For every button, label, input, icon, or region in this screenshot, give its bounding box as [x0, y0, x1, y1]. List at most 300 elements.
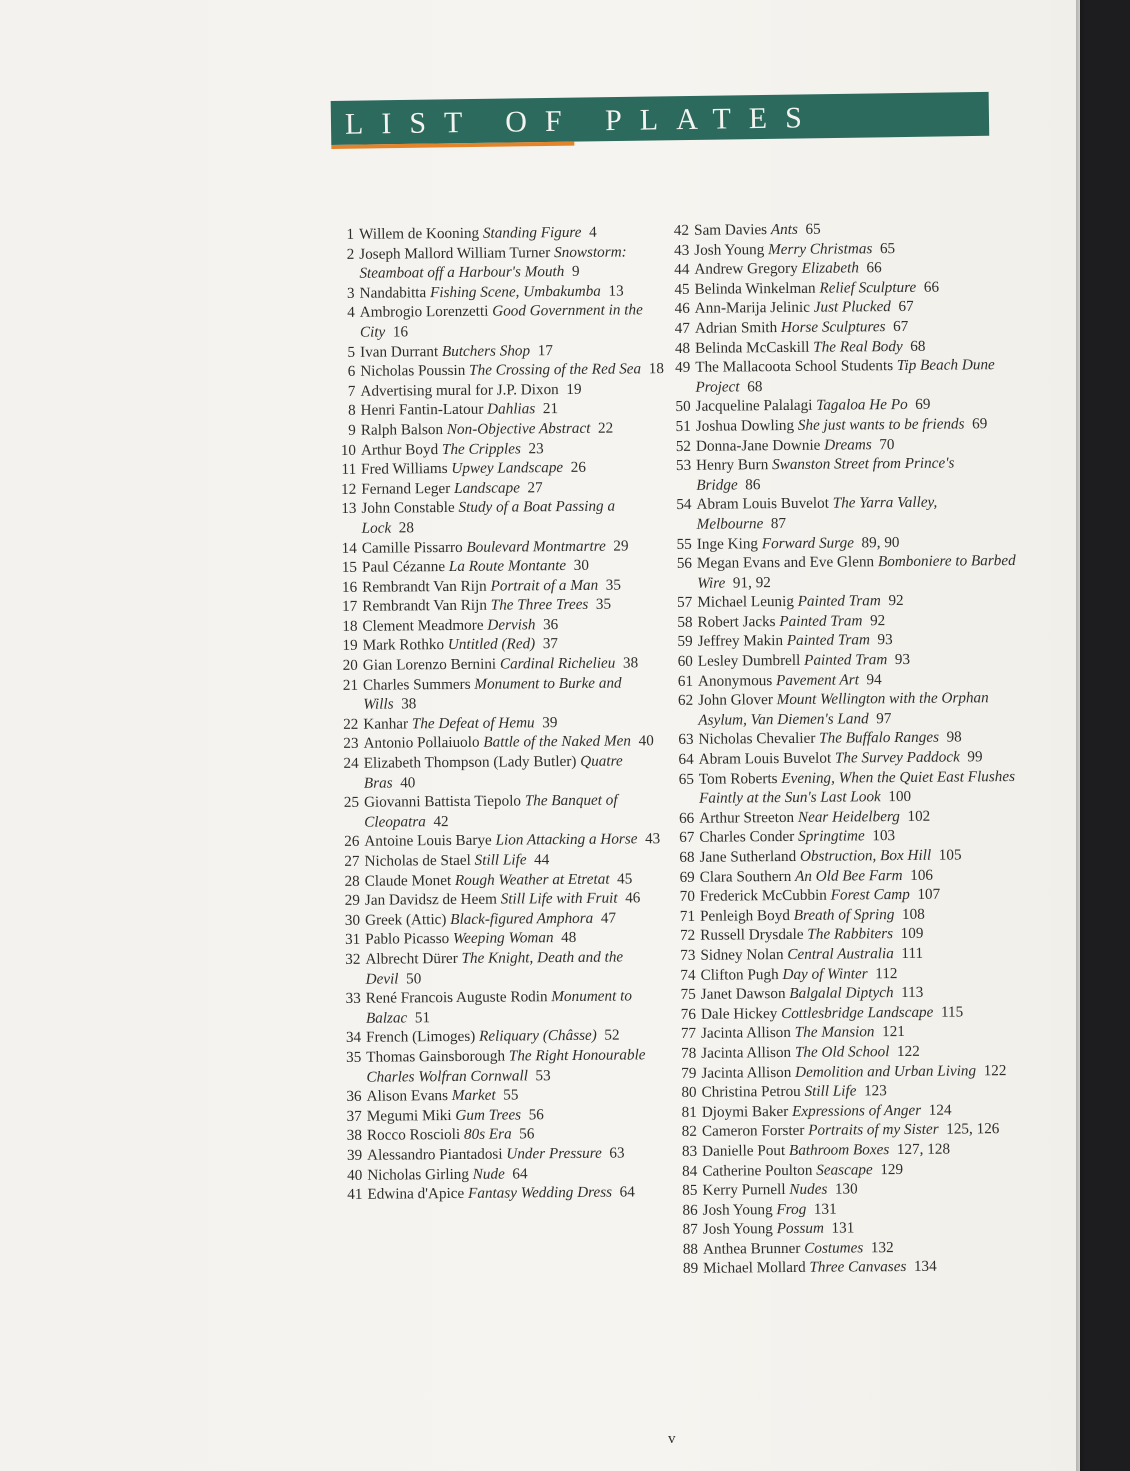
plate-number: 53 — [675, 456, 692, 475]
plate-page-number: 40 — [400, 773, 416, 792]
plate-title: Butchers Shop — [441, 341, 531, 360]
plate-number: 12 — [341, 480, 357, 498]
plate-entry — [670, 453, 1015, 495]
plate-number: 40 — [347, 1166, 363, 1184]
plate-title: Weeping Woman — [452, 929, 554, 948]
plate-artist: Ralph Balson — [360, 420, 444, 439]
plate-page-number: 45 — [617, 870, 633, 888]
plate-number: 15 — [341, 558, 358, 577]
plate-number: 70 — [679, 887, 695, 906]
plate-number: 87 — [682, 1221, 698, 1239]
plate-page-number: 63 — [609, 1144, 625, 1162]
plate-page-number: 129 — [880, 1160, 904, 1178]
plate-artist: Danielle Pout — [702, 1141, 786, 1160]
plate-artist: Claude Monet — [364, 871, 452, 890]
plate-title: Study of a Boat Passing a Lock — [361, 497, 616, 537]
plate-page-number: 35 — [595, 595, 612, 614]
plate-page-number: 67 — [898, 298, 914, 316]
plate-number: 85 — [682, 1181, 698, 1200]
plate-artist: Rembrandt Van Rijn — [362, 596, 487, 616]
plate-entry — [338, 790, 668, 832]
plate-artist: Paul Cézanne — [361, 558, 446, 576]
plate-title: Horse Sculptures — [780, 318, 886, 336]
plate-number: 10 — [340, 441, 357, 459]
plate-title: An Old Bee Farm — [794, 866, 903, 885]
plate-page-number: 40 — [638, 732, 654, 750]
plate-number: 16 — [341, 578, 358, 596]
plate-page-number: 108 — [901, 905, 925, 923]
plate-page-number: 134 — [913, 1258, 937, 1276]
plate-title: Tagaloa He Po — [816, 396, 908, 415]
plate-title: The Cripples — [441, 439, 521, 458]
plate-title: Elizabeth — [801, 259, 859, 278]
plate-artist: Michael Leunig — [697, 593, 794, 612]
plate-title: Mount Wellington with the Orphan Asylum, Van Diemen's Land — [698, 689, 989, 729]
plate-page-number: 56 — [519, 1125, 535, 1143]
plate-number: 7 — [347, 382, 356, 400]
plate-page-number: 89, 90 — [861, 533, 900, 551]
plate-artist: Nicholas de Stael — [364, 851, 471, 870]
plate-artist: Cameron Forster — [701, 1122, 805, 1141]
plate-title: Bathroom Boxes — [788, 1141, 890, 1159]
plate-number: 1 — [346, 225, 355, 243]
plate-artist: Arthur Boyd — [360, 440, 439, 459]
plate-title: Forest Camp — [830, 886, 910, 904]
plate-artist: Fernand Leger — [361, 479, 451, 498]
plate-page-number: 36 — [542, 615, 559, 634]
plate-artist: Elizabeth Thompson (Lady Butler) — [363, 752, 577, 772]
plate-page-number: 43 — [644, 830, 661, 848]
plate-artist: Abram Louis Buvelot — [696, 494, 829, 514]
plate-page-number: 28 — [398, 519, 415, 537]
plate-number: 4 — [347, 304, 355, 322]
plate-title: Still Life — [804, 1082, 857, 1100]
page-title: LIST OF PLATES — [344, 101, 821, 141]
plate-page-number: 19 — [566, 380, 582, 398]
plate-artist: John Constable — [361, 499, 455, 518]
page-edge-shadow — [1076, 0, 1086, 1471]
plate-number: 37 — [346, 1107, 362, 1125]
plate-title: Rough Weather at Etretat — [454, 870, 610, 889]
plate-page-number: 124 — [928, 1101, 952, 1119]
plate-title: The Rabbiters — [807, 925, 894, 944]
plate-page-number: 23 — [528, 439, 544, 457]
plate-page-number: 65 — [805, 220, 821, 238]
plate-number: 46 — [674, 300, 690, 318]
page-number: v — [668, 1431, 676, 1447]
plate-number: 44 — [674, 261, 690, 279]
plate-number: 65 — [678, 770, 694, 788]
plate-title: The Right Honourable Charles Wolfran Cornwall — [366, 1046, 646, 1086]
plate-artist: Belinda Winkelman — [694, 279, 816, 298]
plate-artist: Nicholas Girling — [367, 1165, 470, 1184]
plate-number: 63 — [678, 731, 694, 749]
plate-artist: Pablo Picasso — [365, 930, 450, 949]
plate-number: 33 — [345, 989, 361, 1008]
plate-title: Monument to Balzac — [365, 987, 633, 1027]
plate-number: 56 — [676, 554, 693, 573]
plate-page-number: 65 — [879, 239, 896, 257]
plate-artist: Camille Pissarro — [361, 538, 463, 557]
plate-page-number: 69 — [915, 396, 931, 414]
plate-artist: Clement Meadmore — [362, 616, 484, 635]
plate-page-number: 68 — [747, 377, 763, 396]
plate-page-number: 42 — [433, 812, 449, 830]
plate-title: Market — [451, 1086, 496, 1105]
plate-page-number: 111 — [901, 944, 924, 962]
plate-page-number: 16 — [392, 323, 409, 341]
plate-artist: Michael Mollard — [703, 1259, 806, 1278]
plate-page-number: 112 — [875, 964, 898, 982]
plate-number: 36 — [346, 1087, 362, 1106]
plate-page-number: 22 — [597, 419, 614, 437]
plate-page-number: 87 — [770, 514, 787, 533]
plate-number: 39 — [346, 1146, 363, 1164]
plate-title: Gum Trees — [455, 1106, 522, 1124]
plate-title: Black-figured Amphora — [450, 909, 594, 928]
plate-artist: Henri Fantin-Latour — [360, 401, 484, 420]
plate-title: Central Australia — [787, 945, 894, 963]
plate-number: 42 — [673, 221, 690, 239]
plate-artist: Ivan Durrant — [360, 342, 439, 361]
plate-number: 47 — [674, 319, 691, 337]
plate-number: 38 — [346, 1127, 363, 1145]
plate-number: 66 — [678, 809, 695, 827]
plate-title: Portrait of a Man — [490, 576, 599, 595]
plate-number: 6 — [347, 362, 356, 381]
plate-title: Fantasy Wedding Dress — [467, 1183, 613, 1202]
plate-artist: Sam Davies — [694, 221, 768, 239]
plate-artist: Tom Roberts — [698, 769, 778, 788]
plate-title: Reliquary (Châsse) — [479, 1027, 597, 1046]
plate-artist: Thomas Gainsborough — [366, 1047, 506, 1066]
plate-artist: Henry Burn — [696, 456, 769, 474]
plate-page-number: 121 — [881, 1023, 905, 1041]
title-banner — [331, 92, 990, 147]
plate-artist: Penleigh Boyd — [699, 906, 790, 925]
plate-title: Fishing Scene, Umbakumba — [429, 282, 601, 301]
plate-artist: Josh Young — [702, 1200, 773, 1219]
plate-page-number: 107 — [917, 885, 941, 904]
plate-number: 18 — [342, 617, 358, 635]
plate-number: 84 — [682, 1162, 698, 1180]
plate-artist: Gian Lorenzo Bernini — [362, 655, 497, 674]
plate-artist: Janet Dawson — [700, 985, 786, 1003]
plate-title: Portraits of my Sister — [808, 1120, 939, 1140]
plate-page-number: 92 — [888, 592, 904, 610]
plate-artist: Charles Conder — [699, 828, 795, 847]
plate-title: The Crossing of the Red Sea — [469, 360, 642, 379]
plate-page-number: 27 — [527, 478, 543, 497]
plate-number: 23 — [343, 735, 359, 753]
plate-title: Breath of Spring — [793, 905, 895, 924]
plate-title: Relief Sculpture — [819, 278, 917, 297]
plate-number: 49 — [675, 358, 691, 377]
plate-number: 67 — [679, 829, 695, 847]
plate-artist: Greek (Attic) — [364, 910, 447, 929]
plate-title: Day of Winter — [782, 964, 868, 983]
plate-artist: Sidney Nolan — [700, 945, 784, 964]
plate-entry — [677, 1256, 1022, 1279]
plate-entry — [335, 496, 665, 538]
plate-number: 30 — [344, 911, 361, 929]
plate-page-number: 18 — [648, 360, 664, 378]
plate-page-number: 122 — [983, 1061, 1007, 1079]
plate-title: Cardinal Richelieu — [499, 654, 616, 673]
plate-number: 77 — [680, 1025, 697, 1043]
plate-artist: Giovanni Battista Tiepolo — [363, 792, 522, 811]
plate-title: Ants — [770, 220, 798, 239]
plate-title: Painted Tram — [797, 592, 881, 611]
plate-number: 29 — [344, 891, 360, 910]
plate-page-number: 127, 128 — [896, 1140, 951, 1158]
plate-artist: Fred Williams — [361, 460, 448, 478]
plate-entry — [670, 492, 1015, 534]
plate-title: Cottlesbridge Landscape — [780, 1003, 934, 1022]
plate-title: The Old School — [794, 1043, 890, 1061]
plate-artist: Jeffrey Makin — [697, 632, 784, 651]
plate-artist: Adrian Smith — [694, 319, 778, 337]
plate-page-number: 94 — [866, 670, 882, 688]
plate-page-number: 26 — [570, 458, 586, 477]
plate-title: Still Life — [474, 851, 527, 869]
plate-title: Quatre Bras — [363, 752, 623, 792]
plate-page-number: 47 — [600, 909, 617, 927]
plate-page-number: 39 — [542, 713, 558, 732]
plate-artist: Clifton Pugh — [700, 965, 779, 984]
plate-artist: Frederick McCubbin — [699, 886, 827, 905]
plate-page-number: 99 — [967, 748, 983, 766]
plate-number: 52 — [675, 437, 692, 455]
plate-page-number: 69 — [972, 415, 988, 433]
plate-number: 27 — [344, 852, 360, 870]
plate-artist: Arthur Streeton — [699, 808, 795, 827]
plate-page-number: 122 — [896, 1042, 920, 1060]
plate-entry — [669, 355, 1014, 397]
plate-title: Costumes — [804, 1239, 864, 1257]
plate-page-number: 68 — [910, 337, 926, 355]
plate-artist: Jacinta Allison — [701, 1043, 792, 1062]
plate-page-number: 44 — [534, 851, 550, 869]
plate-number: 2 — [346, 245, 355, 263]
plate-number: 62 — [677, 692, 694, 710]
plate-number: 50 — [675, 398, 691, 416]
plate-artist: Edwina d'Apice — [367, 1184, 465, 1203]
plate-page-number: 109 — [900, 925, 924, 943]
plate-title: Painted Tram — [804, 651, 888, 669]
plate-page-number: 17 — [537, 341, 553, 359]
plate-page-number: 51 — [414, 1008, 431, 1027]
plate-artist: Christina Petrou — [701, 1083, 801, 1101]
plate-entry — [334, 300, 664, 342]
plate-page-number: 35 — [605, 576, 621, 594]
plate-title: The Knight, Death and the Devil — [365, 948, 624, 988]
plate-page-number: 48 — [561, 929, 577, 947]
plate-page-number: 98 — [946, 728, 962, 747]
plate-artist: Belinda McCaskill — [695, 338, 810, 357]
plate-number: 20 — [342, 656, 358, 674]
plate-page-number: 29 — [613, 536, 629, 555]
plate-number: 79 — [681, 1064, 697, 1082]
plate-entry — [673, 767, 1018, 809]
plate-artist: Clara Southern — [699, 867, 792, 886]
plate-page-number: 106 — [910, 866, 934, 884]
plate-artist: Willem de Kooning — [359, 224, 480, 243]
plate-title: The Real Body — [813, 337, 903, 356]
plate-title: Three Canvases — [809, 1258, 907, 1277]
plate-number: 81 — [681, 1103, 697, 1121]
plate-title: The Defeat of Hemu — [411, 714, 535, 733]
plate-title: Upwey Landscape — [451, 459, 564, 478]
plate-title: Expressions of Anger — [791, 1101, 922, 1120]
plate-artist: Megumi Miki — [366, 1106, 452, 1125]
plate-page-number: 132 — [870, 1238, 894, 1257]
plate-number: 14 — [341, 539, 357, 557]
plate-title: Snowstorm: Steamboat off a Harbour's Mouth — [359, 243, 627, 282]
plate-artist: Advertising mural for J.P. Dixon — [360, 380, 559, 400]
plate-page-number: 100 — [888, 788, 912, 806]
plate-title: Under Pressure — [506, 1144, 602, 1163]
plate-entry — [337, 673, 667, 715]
plate-number: 22 — [343, 715, 359, 733]
plate-title: Monument to Burke and Wills — [363, 674, 622, 714]
plate-number: 32 — [345, 950, 361, 968]
plate-number: 5 — [347, 343, 356, 361]
plate-page-number: 37 — [542, 635, 559, 653]
plate-number: 83 — [681, 1142, 698, 1160]
plate-artist: Andrew Gregory — [694, 260, 798, 278]
plate-number: 80 — [681, 1083, 697, 1102]
plate-artist: Rembrandt Van Rijn — [362, 577, 487, 596]
plate-title: The Yarra Valley, Melbourne — [696, 493, 938, 533]
plate-number: 74 — [680, 966, 696, 984]
plate-page-number: 55 — [503, 1086, 519, 1104]
plate-page-number: 105 — [938, 846, 962, 864]
plate-page-number: 64 — [512, 1164, 528, 1182]
plate-artist: Rocco Roscioli — [366, 1126, 461, 1145]
plate-number: 43 — [673, 241, 690, 259]
plate-title: Dreams — [824, 435, 872, 454]
plate-page-number: 52 — [604, 1026, 620, 1045]
plate-page-number: 113 — [901, 983, 924, 1002]
plate-number: 64 — [678, 750, 694, 768]
plate-title: Untitled (Red) — [447, 635, 536, 654]
plate-title: She just wants to be friends — [797, 415, 965, 434]
plate-artist: Megan Evans and Eve Glenn — [696, 553, 875, 572]
plate-page-number: 86 — [745, 475, 761, 494]
plate-number: 45 — [674, 280, 690, 298]
plate-page-number: 93 — [894, 650, 911, 669]
plate-title: Evening, When the Quiet East Flushes Faintly at the Sun's Last Look — [698, 767, 1016, 807]
plate-artist: Alessandro Piantadosi — [367, 1145, 503, 1164]
plate-number: 21 — [342, 676, 359, 694]
plate-title: Dervish — [487, 616, 536, 634]
plate-title: Painted Tram — [779, 612, 863, 630]
plate-title: The Buffalo Ranges — [819, 729, 940, 748]
plate-page-number: 131 — [831, 1219, 855, 1237]
plate-number: 61 — [677, 672, 694, 690]
plate-artist: Anonymous — [697, 671, 773, 690]
plate-artist: Alison Evans — [366, 1087, 449, 1105]
plate-page-number: 93 — [877, 631, 893, 649]
plates-column-left — [333, 222, 672, 1205]
plate-number: 34 — [345, 1029, 362, 1047]
plate-title: Battle of the Naked Men — [483, 732, 632, 752]
plate-page-number: 64 — [619, 1183, 635, 1201]
plate-artist: Jan Davidsz de Heem — [364, 890, 497, 909]
plate-artist: René Francois Auguste Rodin — [365, 988, 548, 1007]
plate-number: 8 — [347, 402, 356, 420]
plate-artist: John Glover — [698, 691, 773, 710]
plate-number: 51 — [675, 417, 691, 435]
plate-title: Near Heidelberg — [797, 807, 900, 826]
plate-page-number: 66 — [866, 259, 882, 277]
plate-number: 58 — [677, 613, 693, 631]
plate-number: 89 — [682, 1260, 699, 1278]
plate-number: 82 — [681, 1123, 698, 1141]
plate-title: 80s Era — [463, 1125, 512, 1144]
plate-number: 86 — [682, 1201, 698, 1219]
plate-artist: Nicholas Poussin — [360, 362, 466, 380]
plate-artist: Albrecht Dürer — [365, 949, 458, 968]
plate-artist: Josh Young — [702, 1220, 773, 1239]
plate-artist: Anthea Brunner — [702, 1239, 801, 1258]
plate-page-number: 56 — [528, 1105, 544, 1124]
plate-number: 60 — [677, 652, 693, 670]
plate-title: Nudes — [789, 1180, 828, 1199]
plate-title: Just Plucked — [813, 298, 891, 317]
plate-page-number: 67 — [892, 317, 909, 336]
plate-number: 17 — [342, 598, 358, 616]
plate-title: Standing Figure — [482, 223, 582, 242]
plate-artist: French (Limoges) — [366, 1028, 476, 1047]
plate-artist: Catherine Poulton — [702, 1161, 813, 1180]
plate-artist: Josh Young — [694, 240, 765, 259]
plate-title: Demolition and Urban Living — [795, 1061, 977, 1081]
plate-artist: Joshua Dowling — [695, 416, 795, 435]
plate-number: 11 — [341, 460, 357, 479]
plate-title: Frog — [776, 1200, 807, 1218]
plate-page-number: 115 — [940, 1003, 964, 1021]
plate-title: Bomboniere to Barbed Wire — [697, 552, 1016, 592]
plate-artist: Mark Rothko — [362, 636, 445, 655]
plate-number: 35 — [346, 1048, 362, 1066]
plate-artist: Abram Louis Buvelot — [698, 749, 832, 768]
plate-number: 78 — [681, 1044, 697, 1062]
plate-title: Swanston Street from Prince's Bridge — [696, 454, 955, 494]
plate-entry — [340, 1045, 670, 1087]
plate-artist: Joseph Mallord William Turner — [359, 243, 551, 263]
plate-page-number: 92 — [869, 611, 886, 630]
plate-artist: Inge King — [696, 534, 759, 553]
plate-artist: Jacqueline Palalagi — [695, 397, 813, 416]
plate-title: Still Life with Fruit — [500, 889, 618, 908]
plate-title: Forward Surge — [761, 533, 854, 552]
plate-title: Tip Beach Dune Project — [695, 356, 995, 396]
plate-number: 31 — [344, 931, 361, 949]
plate-artist: Donna-Jane Downie — [695, 436, 821, 455]
plate-page-number: 102 — [907, 807, 931, 825]
plate-artist: Robert Jacks — [697, 612, 776, 631]
plate-page-number: 21 — [542, 400, 559, 418]
plate-page-number: 103 — [872, 827, 896, 845]
plate-artist: Kerry Purnell — [702, 1181, 786, 1199]
plate-artist: Ann-Marija Jelinic — [694, 299, 810, 318]
plate-number: 28 — [344, 872, 360, 890]
plate-page-number: 50 — [405, 969, 422, 987]
plate-page-number: 131 — [813, 1200, 837, 1218]
plate-title: Seascape — [816, 1160, 873, 1179]
